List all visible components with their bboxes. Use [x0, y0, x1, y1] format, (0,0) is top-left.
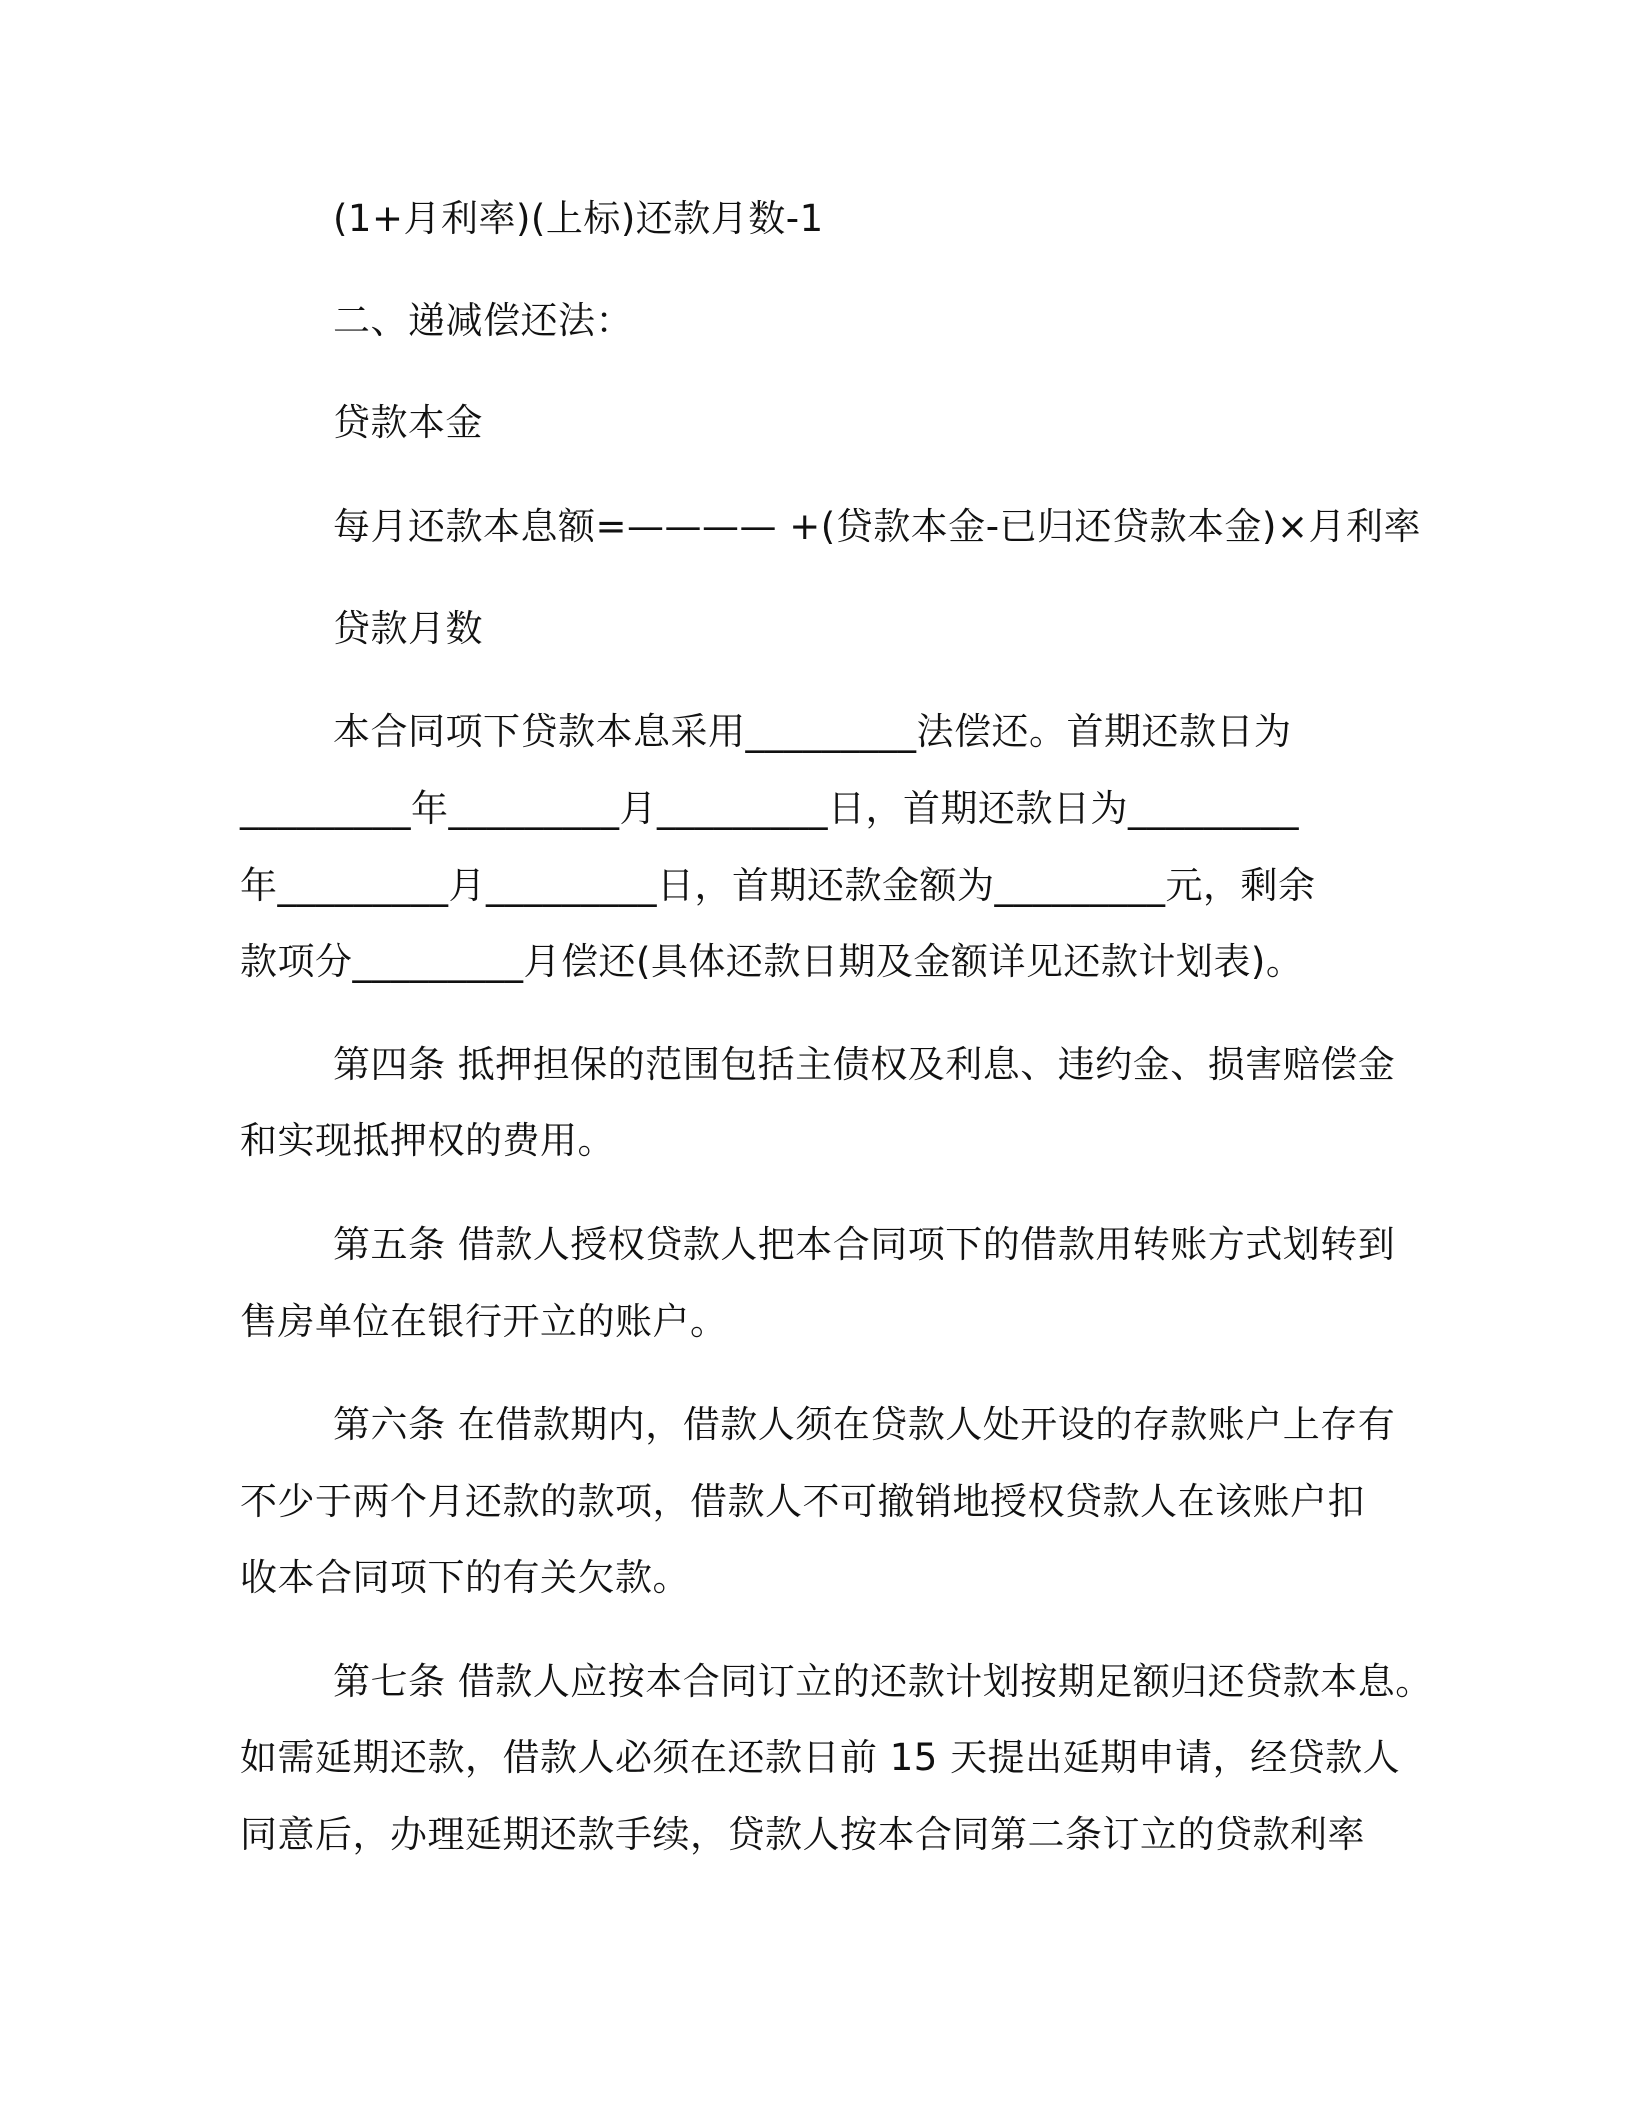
article-5-line: 第五条 借款人授权贷款人把本合同项下的借款用转账方式划转到 [333, 1223, 1396, 1266]
formula-numerator-line: 贷款本金 [333, 401, 483, 444]
paragraph-line: 款项分_________月偿还(具体还款日期及金额详见还款计划表)。 [240, 940, 1304, 983]
article-4-line: 第四条 抵押担保的范围包括主债权及利息、违约金、损害赔偿金 [333, 1043, 1396, 1086]
article-7-line: 第七条 借款人应按本合同订立的还款计划按期足额归还贷款本息。 [333, 1660, 1433, 1703]
section-heading: 二、递减偿还法： [333, 299, 633, 342]
paragraph-line: _________年_________月_________日，首期还款日为_________ [240, 787, 1299, 830]
paragraph-line: 本合同项下贷款本息采用_________法偿还。首期还款日为 [333, 710, 1292, 753]
formula-line: 每月还款本息额=———— +(贷款本金-已归还贷款本金)×月利率 [333, 505, 1421, 548]
article-6-line: 收本合同项下的有关欠款。 [240, 1556, 690, 1599]
formula-denominator-line: (1+月利率)(上标)还款月数-1 [333, 197, 824, 240]
article-6-line: 第六条 在借款期内，借款人须在贷款人处开设的存款账户上存有 [333, 1403, 1396, 1446]
paragraph-line: 年_________月_________日，首期还款金额为_________元，剩余 [240, 864, 1316, 907]
article-7-line: 如需延期还款，借款人必须在还款日前 15 天提出延期申请，经贷款人 [240, 1736, 1401, 1779]
article-7-line: 同意后，办理延期还款手续，贷款人按本合同第二条订立的贷款利率 [240, 1813, 1365, 1856]
article-5-line: 售房单位在银行开立的账户。 [240, 1300, 728, 1343]
article-6-line: 不少于两个月还款的款项，借款人不可撤销地授权贷款人在该账户扣 [240, 1480, 1365, 1523]
article-4-line: 和实现抵押权的费用。 [240, 1119, 615, 1162]
formula-denominator-line: 贷款月数 [333, 607, 483, 650]
